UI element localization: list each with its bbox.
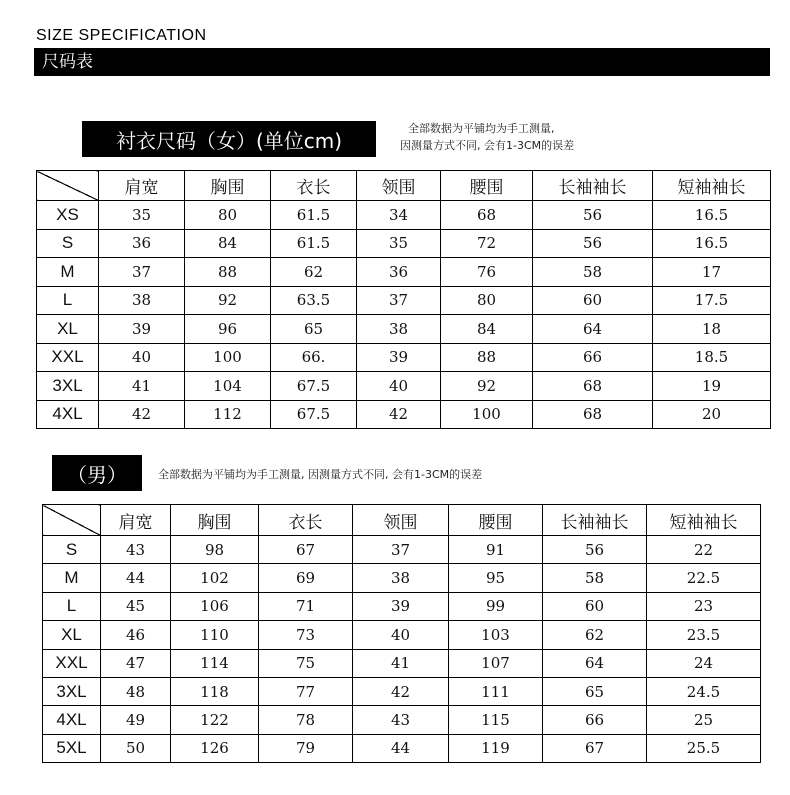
measurement-cell: 65 [543,677,647,705]
measurement-cell: 43 [101,536,171,564]
size-label: 3XL [37,372,99,401]
measurement-cell: 126 [171,734,259,762]
measurement-cell: 56 [543,536,647,564]
measurement-cell: 20 [653,400,771,429]
measurement-cell: 95 [449,564,543,592]
measurement-cell: 118 [171,677,259,705]
measurement-cell: 62 [543,621,647,649]
measurement-cell: 77 [259,677,353,705]
column-header: 肩宽 [99,171,185,201]
measurement-cell: 119 [449,734,543,762]
measurement-cell: 37 [99,258,185,287]
measurement-cell: 111 [449,677,543,705]
table-row [43,621,761,649]
measurement-cell: 58 [543,564,647,592]
column-header: 短袖袖长 [647,505,761,536]
measurement-cell: 42 [99,400,185,429]
men-table-title [52,455,142,491]
measurement-cell: 50 [101,734,171,762]
size-label: XXL [37,343,99,372]
measurement-cell: 67.5 [271,372,357,401]
measurement-cell: 44 [353,734,449,762]
size-label: XL [37,315,99,344]
measurement-cell: 107 [449,649,543,677]
size-label: M [43,564,101,592]
measurement-cell: 104 [185,372,271,401]
table-row [37,315,771,344]
men-size-table [42,504,761,763]
measurement-cell: 16.5 [653,229,771,258]
size-label: M [37,258,99,287]
measurement-cell: 112 [185,400,271,429]
size-label: L [37,286,99,315]
table-row [37,286,771,315]
measurement-cell: 35 [99,201,185,230]
measurement-cell: 25.5 [647,734,761,762]
measurement-cell: 80 [185,201,271,230]
measurement-cell: 68 [441,201,533,230]
women-corner-cell [37,171,99,201]
measurement-cell: 91 [449,536,543,564]
column-header: 肩宽 [101,505,171,536]
measurement-cell: 62 [271,258,357,287]
table-row [43,734,761,762]
size-label: S [37,229,99,258]
measurement-cell: 64 [533,315,653,344]
table-row [43,536,761,564]
column-header: 长袖袖长 [543,505,647,536]
size-label: XXL [43,649,101,677]
measurement-cell: 75 [259,649,353,677]
measurement-cell: 84 [185,229,271,258]
measurement-cell: 38 [357,315,441,344]
measurement-cell: 76 [441,258,533,287]
measurement-cell: 66 [543,706,647,734]
measurement-cell: 64 [543,649,647,677]
measurement-cell: 122 [171,706,259,734]
measurement-cell: 92 [185,286,271,315]
measurement-cell: 40 [357,372,441,401]
measurement-cell: 16.5 [653,201,771,230]
measurement-cell: 84 [441,315,533,344]
measurement-cell: 66 [533,343,653,372]
measurement-cell: 98 [171,536,259,564]
measurement-cell: 17 [653,258,771,287]
men-corner-cell [43,505,101,536]
size-label: 5XL [43,734,101,762]
column-header: 腰围 [441,171,533,201]
table-row [37,229,771,258]
size-label: 4XL [43,706,101,734]
measurement-cell: 61.5 [271,201,357,230]
column-header: 领围 [353,505,449,536]
measurement-cell: 39 [353,592,449,620]
measurement-cell: 61.5 [271,229,357,258]
measurement-cell: 80 [441,286,533,315]
measurement-cell: 115 [449,706,543,734]
size-label: L [43,592,101,620]
measurement-cell: 100 [441,400,533,429]
measurement-cell: 36 [99,229,185,258]
measurement-cell: 58 [533,258,653,287]
table-row [37,201,771,230]
measurement-cell: 56 [533,201,653,230]
measurement-cell: 60 [543,592,647,620]
column-header: 长袖袖长 [533,171,653,201]
measurement-cell: 88 [441,343,533,372]
measurement-cell: 100 [185,343,271,372]
measurement-cell: 106 [171,592,259,620]
measurement-cell: 40 [99,343,185,372]
measurement-cell: 79 [259,734,353,762]
measurement-cell: 25 [647,706,761,734]
measurement-cell: 22.5 [647,564,761,592]
measurement-cell: 42 [357,400,441,429]
measurement-cell: 19 [653,372,771,401]
measurement-cell: 114 [171,649,259,677]
column-header: 衣长 [271,171,357,201]
women-header-row [37,171,771,201]
size-label: XL [43,621,101,649]
column-header: 胸围 [185,171,271,201]
measurement-cell: 72 [441,229,533,258]
men-title-text: （男） [67,462,127,487]
column-header: 衣长 [259,505,353,536]
measurement-cell: 23.5 [647,621,761,649]
measurement-cell: 45 [101,592,171,620]
measurement-cell: 63.5 [271,286,357,315]
measurement-cell: 102 [171,564,259,592]
measurement-cell: 22 [647,536,761,564]
men-measurement-note: 全部数据为平铺均为手工测量, 因测量方式不同, 会有1-3CM的误差 [158,468,483,481]
women-title-text: 衬衣尺码（女）(单位cm) [115,128,343,153]
women-measurement-note [400,120,575,154]
measurement-cell: 36 [357,258,441,287]
column-header: 腰围 [449,505,543,536]
measurement-cell: 24 [647,649,761,677]
measurement-cell: 47 [101,649,171,677]
measurement-cell: 96 [185,315,271,344]
measurement-cell: 18.5 [653,343,771,372]
measurement-cell: 103 [449,621,543,649]
measurement-cell: 71 [259,592,353,620]
measurement-cell: 35 [357,229,441,258]
measurement-cell: 69 [259,564,353,592]
measurement-cell: 88 [185,258,271,287]
table-row [37,343,771,372]
measurement-cell: 110 [171,621,259,649]
measurement-cell: 66. [271,343,357,372]
measurement-cell: 92 [441,372,533,401]
measurement-cell: 67.5 [271,400,357,429]
measurement-cell: 65 [271,315,357,344]
measurement-cell: 99 [449,592,543,620]
table-row [43,706,761,734]
measurement-cell: 42 [353,677,449,705]
measurement-cell: 40 [353,621,449,649]
table-row [43,564,761,592]
measurement-cell: 78 [259,706,353,734]
column-header: 胸围 [171,505,259,536]
measurement-cell: 48 [101,677,171,705]
column-header: 短袖袖长 [653,171,771,201]
measurement-cell: 60 [533,286,653,315]
measurement-cell: 34 [357,201,441,230]
women-table-title [82,121,376,157]
table-row [43,649,761,677]
measurement-cell: 24.5 [647,677,761,705]
size-label: XS [37,201,99,230]
measurement-cell: 38 [99,286,185,315]
measurement-cell: 68 [533,372,653,401]
measurement-cell: 68 [533,400,653,429]
women-size-table [36,170,771,429]
size-label: 4XL [37,400,99,429]
table-row [43,677,761,705]
women-note-line-1: 全部数据为平铺均为手工测量, [408,122,555,135]
measurement-cell: 73 [259,621,353,649]
measurement-cell: 46 [101,621,171,649]
table-row [37,400,771,429]
size-chart-bar [34,48,770,76]
measurement-cell: 49 [101,706,171,734]
measurement-cell: 38 [353,564,449,592]
size-label: 3XL [43,677,101,705]
page-heading: SIZE SPECIFICATION [36,27,207,44]
measurement-cell: 56 [533,229,653,258]
size-label: S [43,536,101,564]
measurement-cell: 37 [357,286,441,315]
measurement-cell: 43 [353,706,449,734]
measurement-cell: 39 [357,343,441,372]
size-chart-bar-label: 尺码表 [42,52,93,72]
table-row [37,258,771,287]
measurement-cell: 41 [99,372,185,401]
men-header-row [43,505,761,536]
measurement-cell: 67 [259,536,353,564]
measurement-cell: 18 [653,315,771,344]
measurement-cell: 23 [647,592,761,620]
column-header: 领围 [357,171,441,201]
measurement-cell: 17.5 [653,286,771,315]
table-row [43,592,761,620]
measurement-cell: 39 [99,315,185,344]
measurement-cell: 41 [353,649,449,677]
measurement-cell: 37 [353,536,449,564]
women-note-line-2: 因测量方式不同, 会有1-3CM的误差 [400,139,575,152]
measurement-cell: 67 [543,734,647,762]
measurement-cell: 44 [101,564,171,592]
table-row [37,372,771,401]
